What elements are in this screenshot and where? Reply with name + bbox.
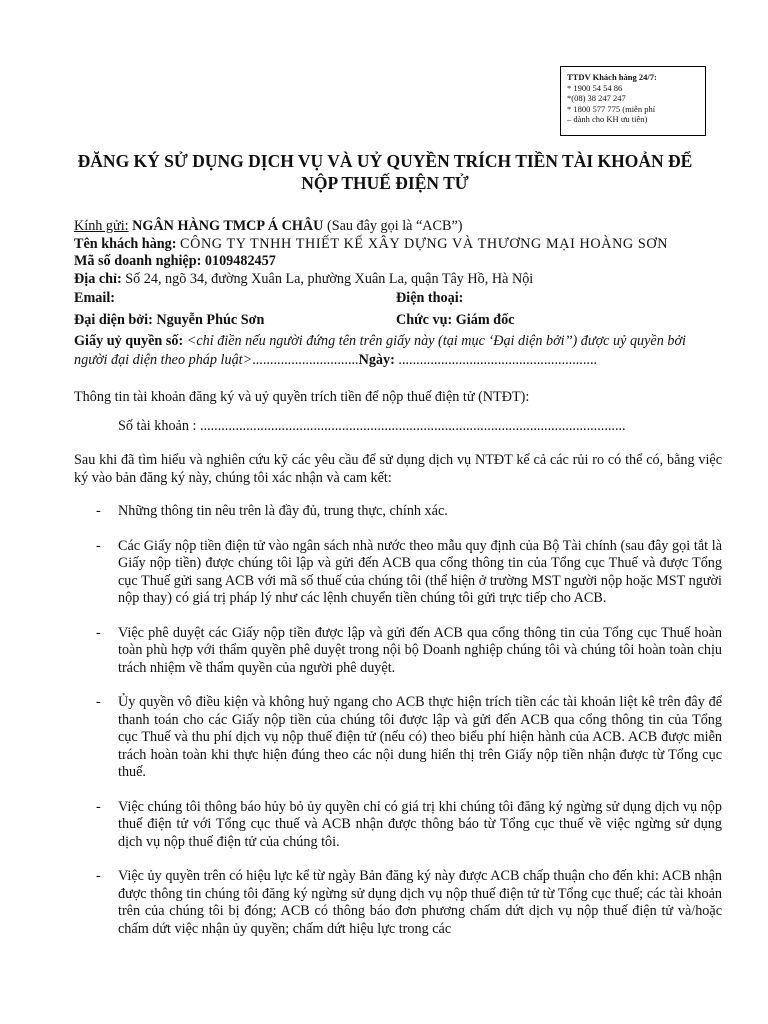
representative-label: Đại diện bởi: (74, 311, 157, 328)
bullet: - (96, 694, 101, 710)
commitment-text: Việc phê duyệt các Giấy nộp tiền được lập và gửi đến ACB qua cổng thông tin của Tổng cục Thuế hoàn toàn phù hợp với thẩm quyền phê duyệt trong nội bộ Doanh nghiệp chúng tôi và chúng tôi hoàn toàn chịu trách nhiệm về thẩm quyền của người phê duyệt. (118, 624, 722, 676)
hotline-title: TTDV Khách hàng 24/7: (567, 72, 657, 82)
commitment-text: Ủy quyền vô điều kiện và không huỷ ngang cho ACB thực hiện trích tiền các tài khoản liệt kê trên đây để thanh toán cho các Giấy nộp tiền của chúng tôi được lập và gửi đến ACB qua cổng thông tin của Tổng cục Thuế và thu phí dịch vụ nộp thuế điện tử (nếu có) theo biểu phí hiện hành của ACB. ACB được miễn trách hoàn toàn khi thực hiện đúng theo các nội dung hiển thị trên Giấy nộp tiền nhận được từ Tổng cục thuế. (118, 694, 722, 780)
position-label: Chức vụ: (396, 311, 456, 328)
bullet: - (96, 798, 101, 815)
poa-date-dots: ........................................................ (398, 352, 598, 368)
list-item (74, 538, 722, 608)
bullet: - (96, 503, 101, 519)
address-line (74, 271, 722, 289)
list-item (74, 799, 722, 852)
recipient-bank: NGÂN HÀNG TMCP Á CHÂU (132, 218, 324, 234)
hotline-box (560, 66, 706, 136)
tax-code: 0109482457 (204, 253, 276, 269)
email-label: Email: (74, 290, 115, 306)
account-number-line (74, 418, 722, 436)
recipient-label: Kính gửi: (74, 218, 129, 234)
account-number-label: Số tài khoản : (118, 417, 200, 434)
account-number-dots: ........................................................................................................................ (199, 417, 626, 434)
address-label: Địa chỉ: (74, 270, 126, 287)
hotline-line: * 1900 54 54 86 (567, 82, 623, 93)
document-body (74, 218, 722, 955)
intro-paragraph: Sau khi đã tìm hiểu và nghiên cứu kỹ các yêu cầu để sử dụng dịch vụ NTĐT kể cả các rủi ro có thể có, bằng việc ký vào bản đăng ký này, chúng tôi xác nhận và cam kết: (74, 452, 722, 486)
hotline-line: *(08) 38 247 247 (567, 93, 626, 103)
representative-row (74, 312, 722, 330)
contact-row (74, 290, 722, 308)
list-item (74, 503, 722, 521)
position-value: Giám đốc (455, 311, 515, 328)
bullet: - (96, 537, 101, 554)
commitment-text: Các Giấy nộp tiền điện tử vào ngân sách nhà nước theo mẫu quy định của Bộ Tài chính (sau đây gọi tắt là Giấy nộp tiền) được chúng tôi lập và gửi đến ACB qua cổng thông tin của Tổng cục Thuế và được Tổng cục Thuế gửi sang ACB với mã số thuế của chúng tôi (thể hiện ở trường MST người nộp hoặc MST người nộp thay) có giá trị pháp lý như các lệnh chuyển tiền chúng tôi gửi trực tiếp cho ACB. (118, 537, 722, 606)
bullet: - (96, 624, 101, 641)
commitment-list (74, 503, 722, 938)
bullet: - (96, 868, 101, 884)
position (396, 312, 514, 330)
tax-code-line (74, 253, 722, 271)
commitment-text: Việc ủy quyền trên có hiệu lực kể từ ngày Bản đăng ký này được ACB chấp thuận cho đến khi: ACB nhận được thông tin chúng tôi đăng ký ngừng sử dụng dịch vụ nộp thuế điện tử từ Tổng cục thuế; các tài khoản trên của chúng tôi bị đóng; ACB có thông báo đơn phương chấm dứt dịch vụ nộp thuế điện tử và/hoặc chấm dứt việc nhận ủy quyền; chấm dứt hiệu lực trong các (118, 868, 722, 937)
account-info-heading: Thông tin tài khoản đăng ký và uỷ quyền trích tiền để nộp thuế điện tử (NTĐT): (74, 389, 530, 405)
phone-label: Điện thoại: (396, 290, 464, 306)
customer-name: CÔNG TY TNHH THIẾT KẾ XÂY DỰNG VÀ THƯƠNG MẠI HOÀNG SƠN (180, 235, 669, 252)
hotline-line: * 1800 577 775 (miễn phí (567, 103, 656, 114)
commitment-text: Việc chúng tôi thông báo hủy bỏ ủy quyền chỉ có giá trị khi chúng tôi đăng ký ngừng sử dụng dịch vụ nộp thuế điện tử với Tổng cục thuế và ACB nhận được thông báo từ Tổng cục thuế về việc ngừng sử dụng dịch vụ nộp thuế điện tử của chúng tôi. (118, 798, 722, 850)
tax-code-label: Mã số doanh nghiệp: (74, 253, 205, 269)
commitment-text: Những thông tin nêu trên là đầy đủ, trung thực, chính xác. (118, 503, 448, 519)
representative-name: Nguyễn Phúc Sơn (156, 311, 265, 328)
list-item (74, 694, 722, 782)
recipient-note: (Sau đây gọi là “ACB”) (323, 218, 463, 234)
poa-note: <chỉ điền nếu người đứng tên trên giấy này (tại mục ‘Đại diện bởi’’) được uỷ quyền bởi người đại diện theo pháp luật> (74, 333, 686, 368)
list-item (74, 868, 722, 938)
hotline-line: – dành cho KH ưu tiên) (567, 114, 648, 124)
list-item (74, 625, 722, 678)
customer-name-line (74, 236, 722, 254)
document-title: ĐĂNG KÝ SỬ DỤNG DỊCH VỤ VÀ UỶ QUYỀN TRÍCH TIỀN TÀI KHOẢN ĐỂ NỘP THUẾ ĐIỆN TỬ (77, 151, 693, 193)
address: Số 24, ngõ 34, đường Xuân La, phường Xuân La, quận Tây Hồ, Hà Nội (125, 270, 534, 287)
poa-date-label: Ngày: (358, 352, 399, 368)
customer-name-label: Tên khách hàng: (74, 235, 181, 252)
poa-label: Giấy uỷ quyền số: (74, 333, 187, 349)
power-of-attorney-line (74, 332, 722, 370)
poa-dots: .............................. (252, 352, 359, 368)
recipient-line (74, 218, 722, 236)
representative (74, 312, 396, 330)
